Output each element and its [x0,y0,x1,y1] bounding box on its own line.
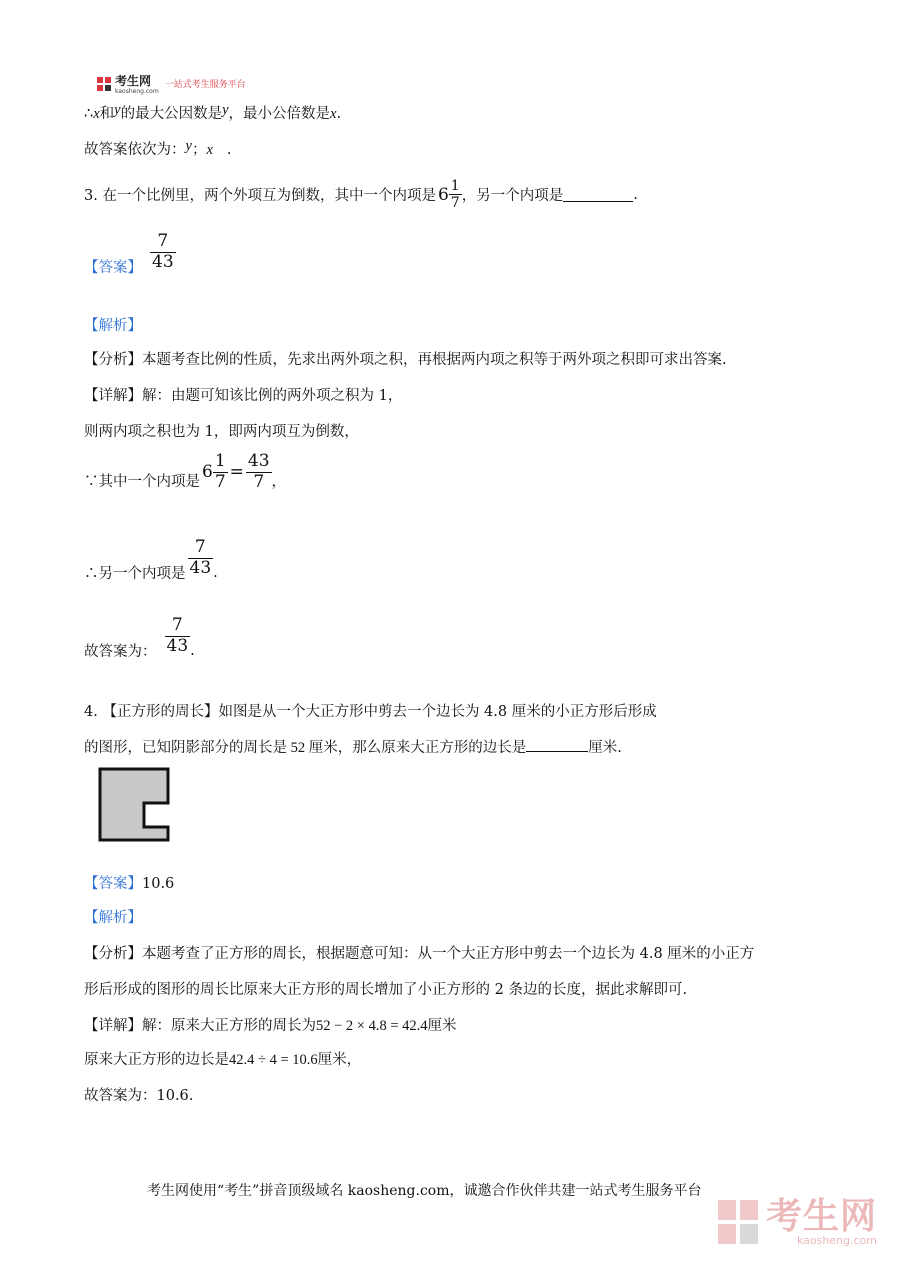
q4-answer: 【答案】10.6 [84,876,175,892]
q4-final-line: 故答案为：10.6. [84,1088,194,1104]
logo-slogan: 一站式考生服务平台 [164,80,246,90]
q4-fenxi-line1: 【分析】本题考查了正方形的周长，根据题意可知：从一个大正方形中剪去一个边长为 4.8 厘米的小正方 [84,946,755,962]
q4-analysis-tag: 【解析】 [84,910,142,926]
q4-question-line1: 4. 【正方形的周长】如图是从一个大正方形中剪去一个边长为 4.8 厘米的小正方形后形成 [84,704,657,720]
q3-final-line: 故答案为： $\frac{7}{43}$ . [84,615,195,660]
prev-answer-line2: 故答案依次为：y；x . [84,138,232,158]
q4-question-line2: 的图形，已知阴影部分的周长是 52 厘米，那么原来大正方形的边长是 厘米. [84,736,622,757]
answer-tag: 【答案】 [84,260,142,276]
q3-because-line: ∵其中一个内项是 6 $\frac{1}{7}$ = $\frac{43}{7}$ ， [84,451,287,492]
footer-text: 考生网使用“考生”拼音顶级域名 kaosheng.com，诚邀合作伙伴共建一站式考生服务平台 [147,1183,702,1199]
kaosheng-logo-icon [96,76,112,92]
q4-side-line: 原来大正方形的边长是42.4 ÷ 4 = 10.6厘米， [84,1052,362,1068]
q3-answer-blank [563,187,633,202]
footer-watermark [716,1195,878,1247]
q4-shaded-figure [98,767,172,842]
q4-answer-blank [526,737,588,752]
q3-answer [84,228,176,277]
q3-analysis-tag: 【解析】 [84,318,142,334]
q3-answer-fraction: $\frac{7}{43}$ [152,231,174,272]
prev-answer-line1: ∴x和y的最大公因数是y，最小公倍数是x. [84,102,342,122]
q3-xiangjie: 【详解】解：由题可知该比例的两外项之积为 1， [84,388,403,404]
q3-therefore-line: ∴另一个内项是 $\frac{7}{43}$ . [84,537,218,582]
q3-mixed-fraction: $\frac{1}{7}$ [450,178,460,212]
q3-fenxi: 【分析】本题考查比例的性质，先求出两外项之积，再根据两内项之积等于两外项之积即可求出答案. [84,352,727,368]
watermark-name: 考生网 [766,1195,878,1237]
logo-name: 考生网 [115,74,152,88]
q3-question: 3. 在一个比例里，两个外项互为倒数，其中一个内项是 6 $\frac{1}{7}$ ，另一个内项是 . [84,178,638,212]
q4-xiangjie: 【详解】解：原来大正方形的周长为52 − 2 × 4.8 = 42.4厘米 [84,1018,457,1034]
header-logo [96,72,246,95]
q4-fenxi-line2: 形后形成的图形的周长比原来大正方形的周长增加了小正方形的 2 条边的长度，据此求解即可. [84,982,688,998]
logo-domain: kaosheng.com [115,88,159,95]
q3-then-line: 则两内项之积也为 1，即两内项互为倒数， [84,424,359,440]
watermark-logo-icon [716,1198,760,1246]
watermark-domain: kaosheng.com [796,1233,878,1247]
